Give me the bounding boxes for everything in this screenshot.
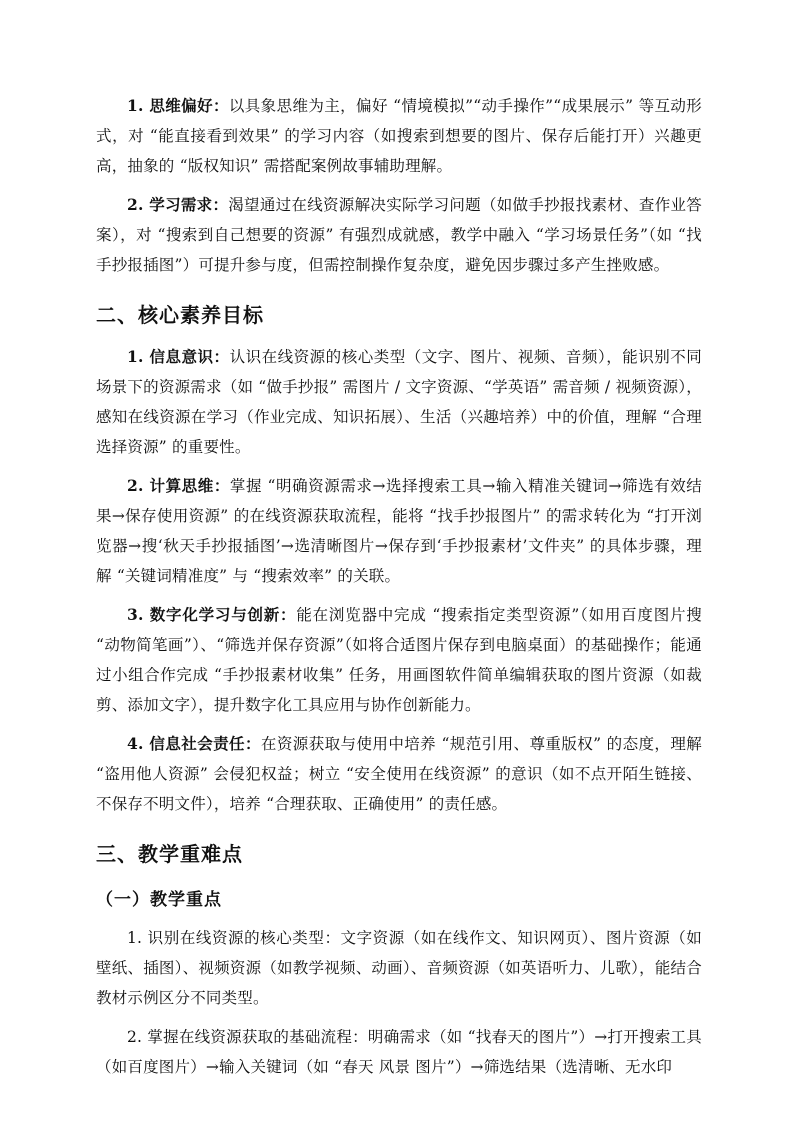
paragraph-label: 4. 信息社会责任：: [127, 734, 261, 753]
paragraph-resource-types: [96, 923, 702, 1013]
paragraph-learning-needs: [96, 190, 702, 280]
paragraph-digital-learning: [96, 600, 702, 720]
paragraph-computational-thinking: [96, 471, 702, 591]
paragraph-text: 掌握 “明确资源需求→选择搜索工具→输入精准关键词→筛选有效结果→保存使用资源” 的在线资源获取流程，能将 “找手抄报图片” 的需求转化为 “打开浏览器→搜‘秋天手抄报插图’→选清晰图片→保存到‘手抄报素材’文件夹” 的具体步骤，理解 “关键词精准度” 与 “搜索效率” 的关联。: [96, 477, 703, 585]
paragraph-text: 2. 掌握在线资源获取的基础流程：明确需求（如 “找春天的图片”）→打开搜索工具（如百度图片）→输入关键词（如 “春天 风景 图片”）→筛选结果（选清晰、无水印: [96, 1028, 702, 1076]
paragraph-text: 以具象思维为主，偏好 “情境模拟”“动手操作”“成果展示” 等互动形式，对 “能直接看到效果” 的学习内容（如搜索到想要的图片、保存后能打开）兴趣更高，抽象的 “版权知识” 需搭配案例故事辅助理解。: [96, 97, 702, 175]
paragraph-information-awareness: [96, 342, 702, 462]
subsection-heading-key-points: （一）教学重点: [96, 890, 222, 910]
paragraph-thinking-preference: [96, 91, 702, 181]
paragraph-text: 渴望通过在线资源解决实际学习问题（如做手抄报找素材、查作业答案），对 “搜索到自己想要的资源” 有强烈成就感，教学中融入 “学习场景任务”（如 “找手抄报插图”）可提升参与度，但需控制操作复杂度，避免因步骤过多产生挫败感。: [96, 196, 702, 274]
paragraph-label: 3. 数字化学习与创新：: [127, 605, 297, 624]
section-heading-key-difficulties: 三、教学重难点: [96, 842, 243, 866]
paragraph-text: 1. 识别在线资源的核心类型：文字资源（如在线作文、知识网页）、图片资源（如壁纸、插图）、视频资源（如教学视频、动画）、音频资源（如英语听力、儿歌），能结合教材示例区分不同类型。: [96, 929, 702, 1007]
paragraph-text: 能在浏览器中完成 “搜索指定类型资源”（如用百度图片搜 “动物简笔画”）、“筛选并保存资源”（如将合适图片保存到电脑桌面）的基础操作；能通过小组合作完成 “手抄报素材收集” 任务，用画图软件简单编辑获取的图片资源（如裁剪、添加文字），提升数字化工具应用与协作创新能力。: [96, 606, 702, 714]
paragraph-label: 1. 信息意识：: [127, 347, 230, 366]
paragraph-acquisition-process: [96, 1022, 702, 1082]
document-body: [96, 91, 702, 1091]
paragraph-label: 2. 学习需求：: [127, 195, 229, 214]
section-heading-core-literacy: 二、核心素养目标: [96, 303, 264, 327]
paragraph-text: 认识在线资源的核心类型（文字、图片、视频、音频），能识别不同场景下的资源需求（如 “做手抄报” 需图片 / 文字资源、“学英语” 需音频 / 视频资源），感知在线资源在学习（作业完成、知识拓展）、生活（兴趣培养）中的价值，理解 “合理选择资源” 的重要性。: [96, 348, 702, 456]
paragraph-social-responsibility: [96, 729, 702, 819]
paragraph-label: 1. 思维偏好：: [127, 96, 229, 115]
paragraph-text: 在资源获取与使用中培养 “规范引用、尊重版权” 的态度，理解 “盗用他人资源” 会侵犯权益；树立 “安全使用在线资源” 的意识（如不点开陌生链接、不保存不明文件），培养 “合理获取、正确使用” 的责任感。: [96, 735, 702, 813]
paragraph-label: 2. 计算思维：: [127, 476, 230, 495]
